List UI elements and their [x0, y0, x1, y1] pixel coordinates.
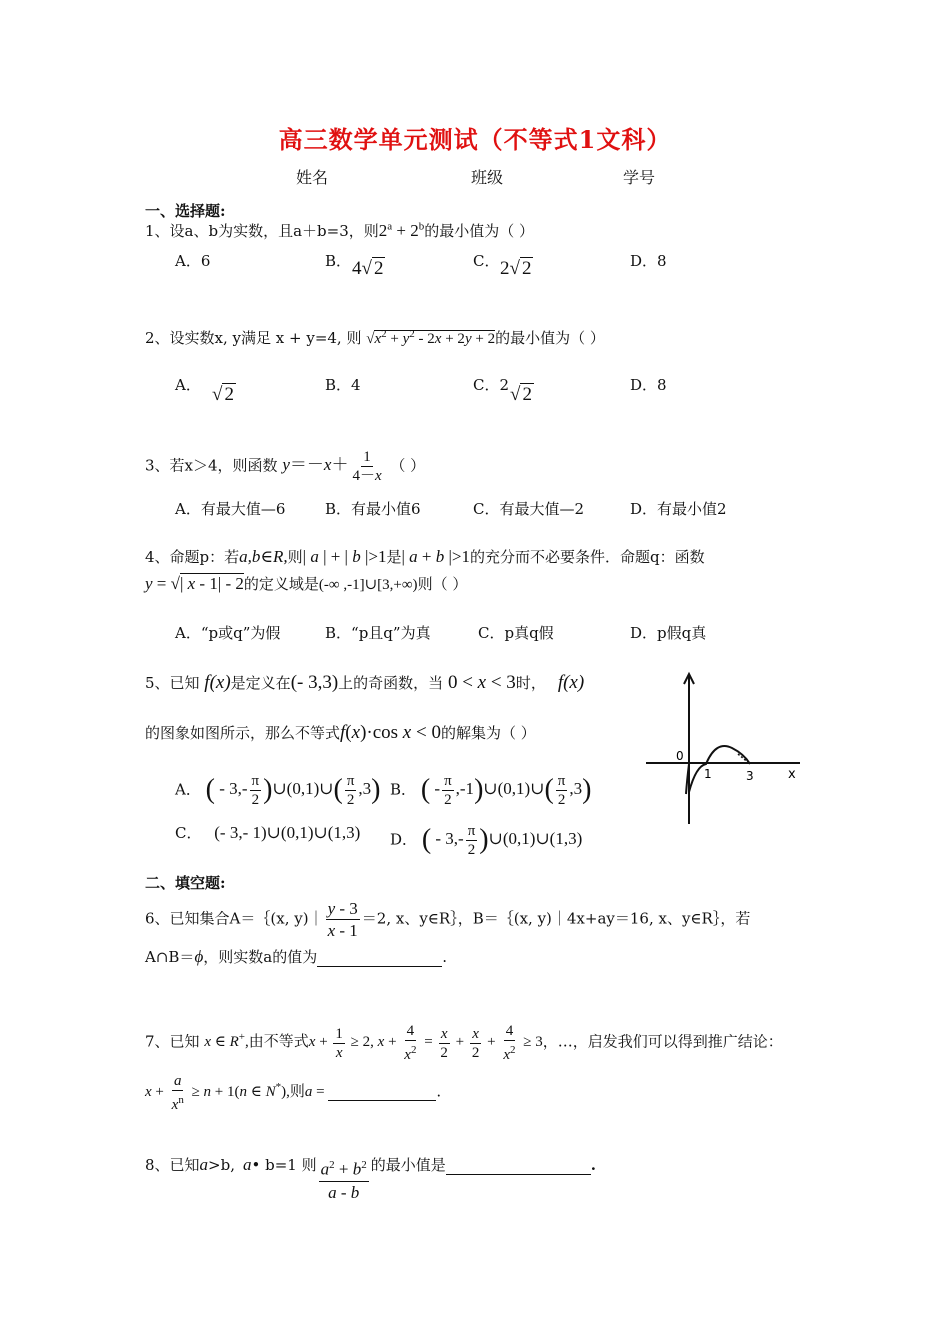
q1-b-value: 4√ 2 [352, 258, 384, 279]
q8-answer-blank[interactable] [446, 1156, 591, 1175]
q5-option-a[interactable]: A． ( - 3,- $\frac{\pi}{2}$ )∪(0,1)∪( $\frac{\pi}{2}$ ,3) [175, 773, 381, 808]
q3-option-d[interactable]: D．有最小值2 [630, 500, 727, 518]
question-7-line1: 7、已知 x ∈ R+,由不等式x + $\frac{1}{x}$ ≥ 2, x + $\frac{4}{x^2}$ = $\frac{x}{2}$ + $\frac{x}{2}$ + $\frac{4}{x^2}$ ≥ 3，…，启发我们可以得到推广结论： [145, 1023, 783, 1063]
id-label: 学号 [623, 168, 656, 187]
q1-option-b[interactable]: B． [325, 252, 352, 270]
q7-answer-blank[interactable] [328, 1082, 436, 1101]
q2-c-value: √ 2 [510, 384, 532, 405]
q4-option-d[interactable]: D．p假q真 [630, 624, 707, 642]
section-fill: 二、填空题: [145, 874, 226, 892]
q1-option-d[interactable]: D．8 [630, 252, 667, 270]
page-title: 高三数学单元测试（不等式1文科） [278, 125, 672, 154]
q3-option-c[interactable]: C．有最大值—2 [473, 500, 585, 518]
graph-origin-label: 0 [676, 749, 684, 763]
graph-x-label: x [788, 767, 796, 782]
q1-formula: $2^a + 2^b$ [378, 220, 425, 240]
question-5-line2: 的图象如图所示，那么不等式f(x)·cos x < 0的解集为（ ） [145, 722, 536, 743]
q1-c-value: 2√ 2 [500, 258, 532, 279]
question-3: 3、若x＞4，则函数 y＝－x＋ $\frac{1}{4-x}$ （ ） [145, 449, 426, 484]
q2-option-c[interactable]: C．2 [473, 376, 510, 394]
question-7-line2: x + $\frac{a}{x^n}$ ≥ n + 1(n ∈ N*),则a = . [145, 1073, 442, 1113]
q2-option-d[interactable]: D．8 [630, 376, 667, 394]
section-choice: 一、选择题: [145, 202, 226, 220]
name-label: 姓名 [296, 168, 329, 187]
q2-option-a[interactable]: A． [175, 376, 201, 394]
q1-option-c[interactable]: C． [473, 252, 500, 270]
curve-positive [689, 746, 750, 792]
q4-option-a[interactable]: A．“p或q”为假 [175, 624, 281, 642]
question-2: 2、设实数x, y满足 x + y=4, 则 $√x^2 + y^2 - 2x + 2y + 2$的最小值为（ ） [145, 328, 605, 347]
class-label: 班级 [471, 168, 504, 187]
q3-formula: y＝－x＋ $\frac{1}{4-x}$ [282, 449, 382, 484]
question-6-line2: A∩B＝ϕ，则实数a的值为 . [145, 947, 447, 966]
question-8: 8、已知a>b, a• b=1 则 $\frac{a^2 + b^2}{a - b}$ 的最小值是 . [145, 1155, 596, 1202]
q4-option-b[interactable]: B．“p且q”为真 [325, 624, 431, 642]
question-4-line1: 4、命题p：若a,b∈R,则| a | + | b |>1是| a + b |>1的充分而不必要条件．命题q：函数 [145, 547, 705, 566]
q4-option-c[interactable]: C．p真q假 [478, 624, 554, 642]
function-graph [640, 668, 810, 828]
q5-option-c[interactable]: C． (- 3,- 1)∪(0,1)∪(1,3) [175, 823, 361, 842]
question-6-line1: 6、已知集合A＝｛(x, y)｜ $\frac{y - 3}{x - 1}$ ＝2, x、y∈R｝，B＝｛(x, y)｜4x+ay＝16, x、y∈R｝，若 [145, 899, 751, 940]
q6-answer-blank[interactable] [317, 948, 442, 967]
question-4-line2: y = √| x - 1| - 2的定义域是(-∞ ,-1]∪[3,+∞)则（ ） [145, 574, 468, 593]
q5-option-d[interactable]: D． ( - 3,- $\frac{\pi}{2}$ )∪(0,1)∪(1,3) [390, 823, 583, 858]
question-5-line1: 5、已知 f(x)是定义在(- 3,3)上的奇函数，当 0 < x < 3时， f(x) [145, 672, 585, 693]
graph-three-label: 3 [746, 769, 754, 783]
q2-a-value: √ 2 [212, 384, 234, 405]
q1-option-a[interactable]: A．6 [175, 252, 211, 270]
question-1: 1、设a、b为实数，且a＋b=3，则$2^a + 2^b$的最小值为（ ） [145, 220, 535, 240]
graph-one-label: 1 [704, 767, 712, 781]
q5-option-b[interactable]: B． ( - $\frac{\pi}{2}$ ,-1)∪(0,1)∪( $\frac{\pi}{2}$ ,3) [390, 773, 592, 808]
q3-option-b[interactable]: B．有最小值6 [325, 500, 421, 518]
q2-option-b[interactable]: B．4 [325, 376, 361, 394]
q3-option-a[interactable]: A．有最大值—6 [175, 500, 286, 518]
q2-formula: $√x^2 + y^2 - 2x + 2y + 2$ [366, 328, 496, 347]
